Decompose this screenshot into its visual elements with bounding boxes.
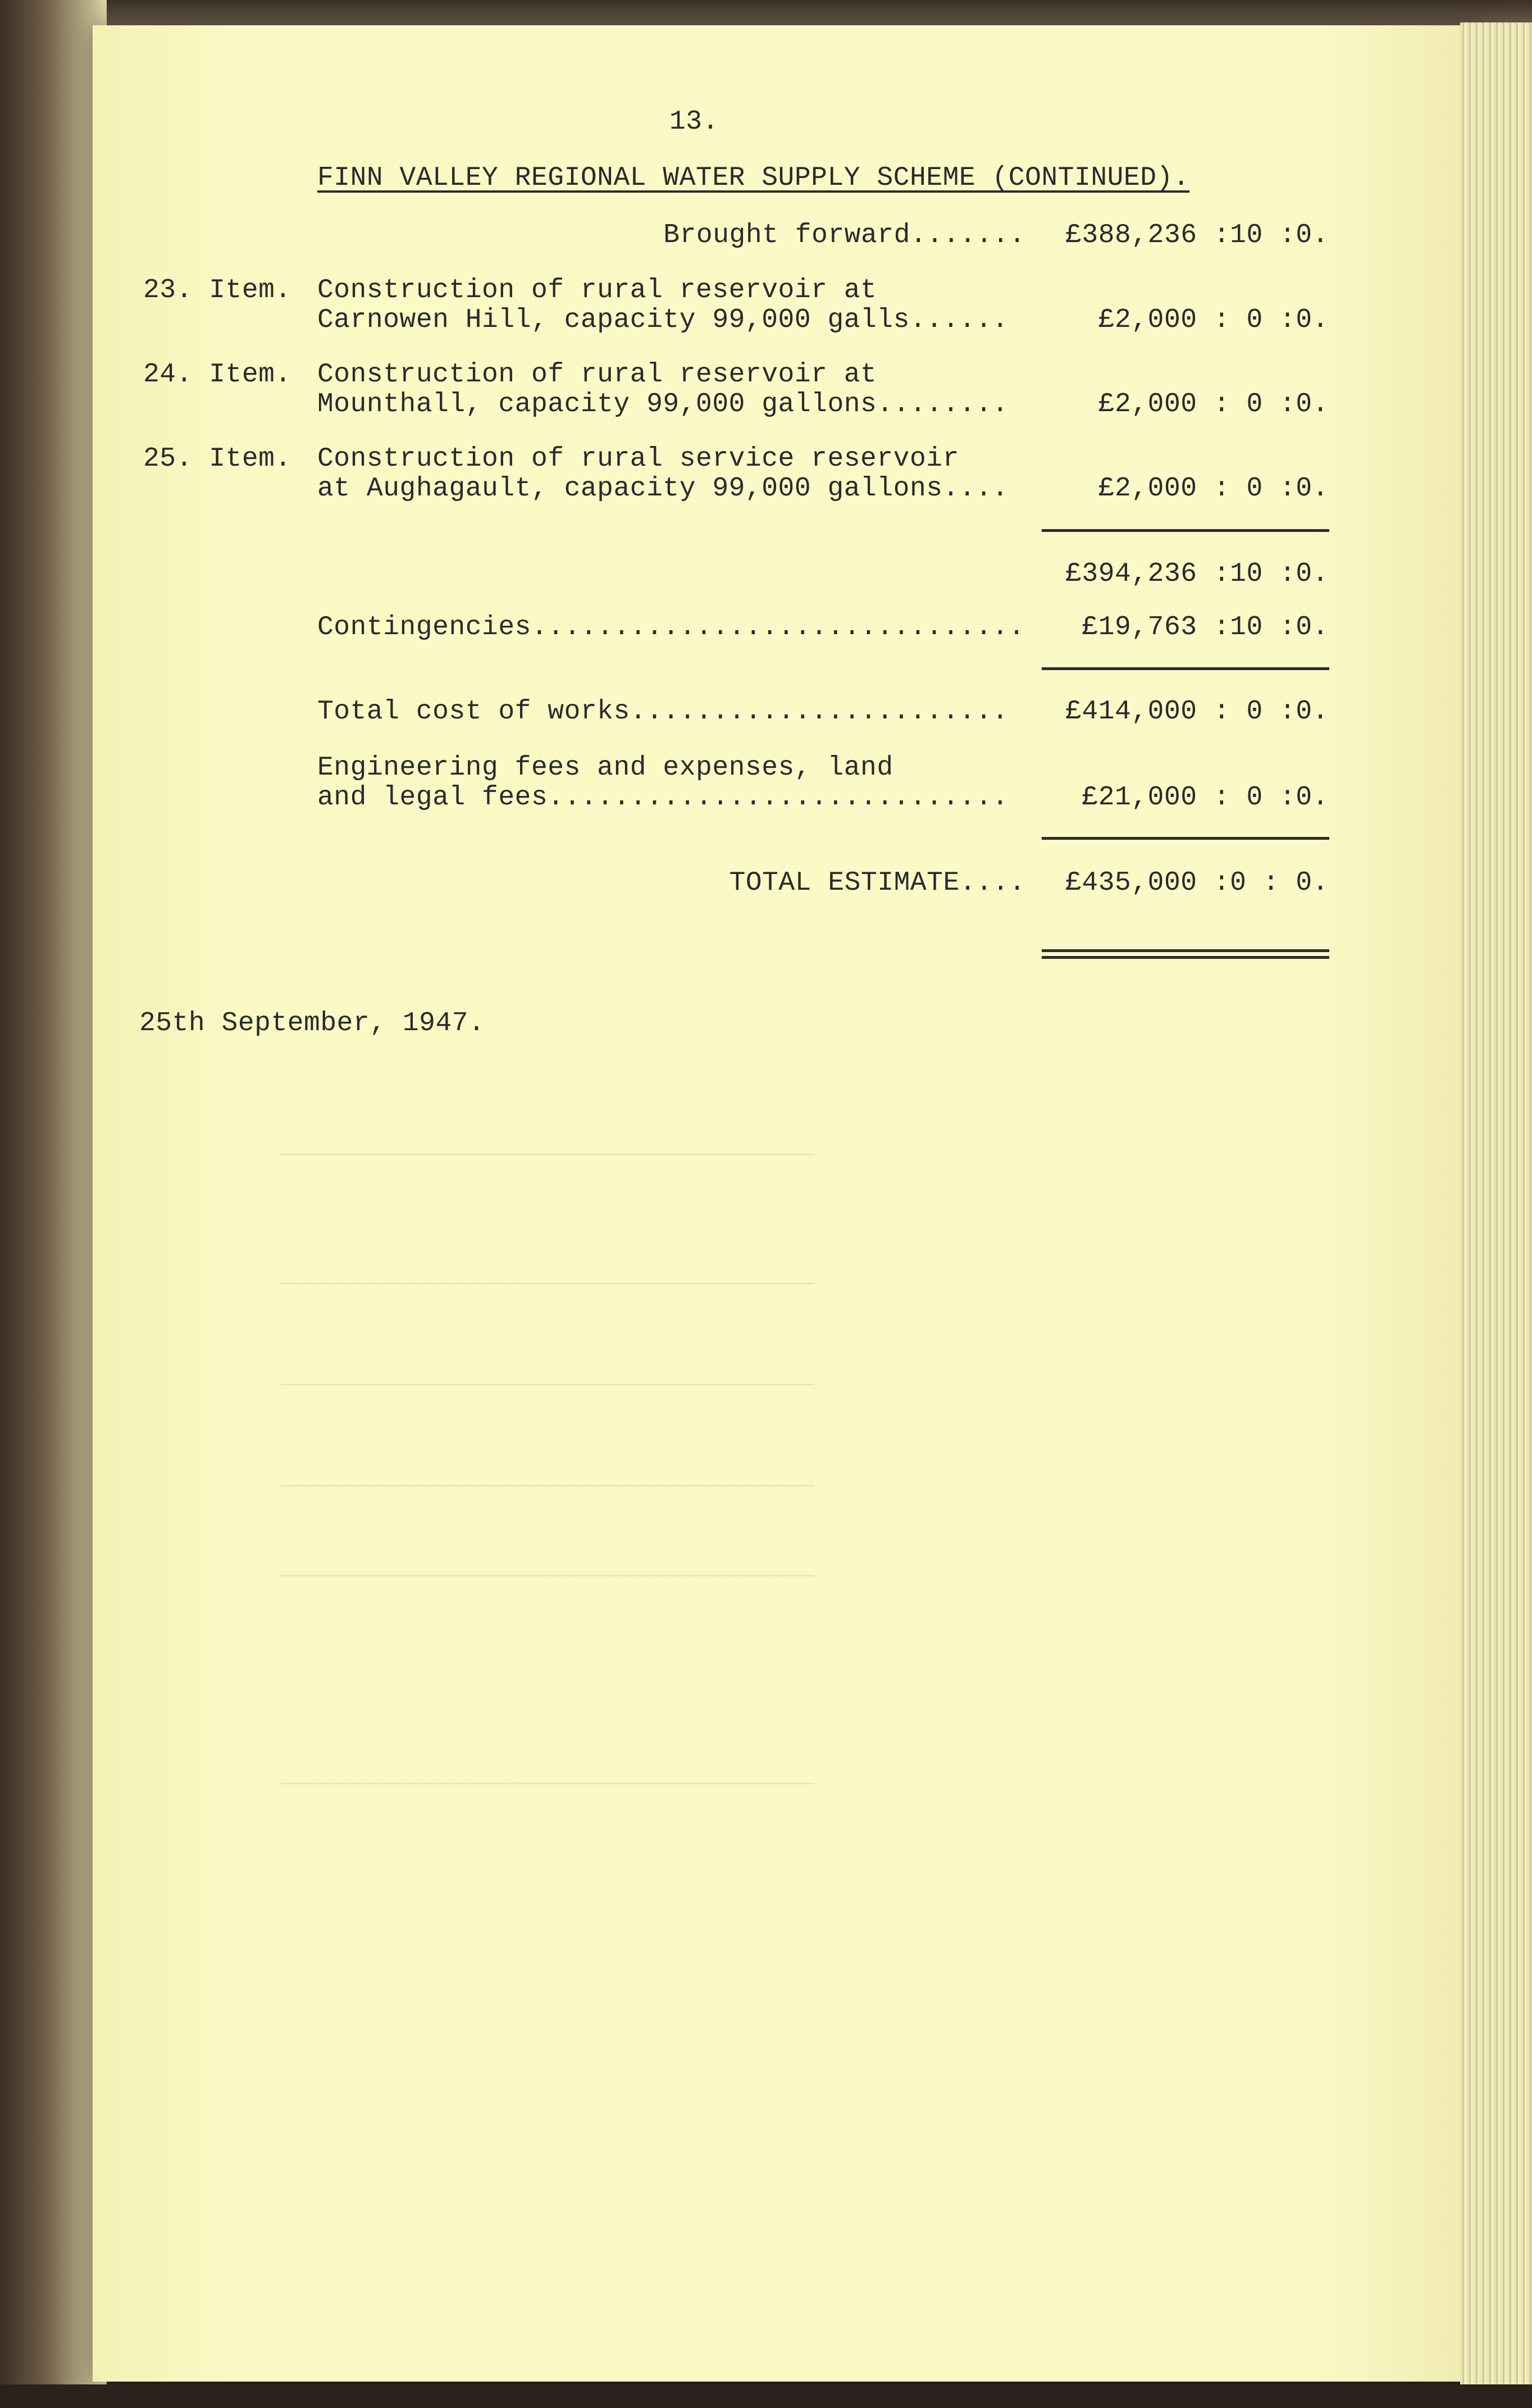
document-date: 25th September, 1947.	[139, 1008, 485, 1039]
item-description: Construction of rural reservoir at	[317, 275, 877, 306]
page-stack-edge	[1460, 22, 1532, 2390]
contingencies-label: Contingencies..............................	[317, 612, 1025, 643]
page-number: 13.	[669, 107, 719, 137]
scan-top-edge	[0, 0, 1532, 25]
show-through-text: ————————————————————————————————————	[281, 1140, 815, 1168]
item-description: Mounthall, capacity 99,000 gallons........	[317, 389, 1009, 420]
item-number: 24. Item.	[143, 359, 291, 390]
item-description: Construction of rural service reservoir	[317, 444, 959, 474]
subtotal-rule	[1042, 529, 1329, 532]
brought-forward-amount: £388,236 :10 :0.	[1065, 220, 1329, 251]
total-estimate-label: TOTAL ESTIMATE....	[729, 868, 1025, 898]
show-through-text: ————————————————————————————————————	[281, 1769, 815, 1797]
total-estimate-amount: £435,000 :0 : 0.	[1065, 868, 1329, 898]
show-through-text: ————————————————————————————————————	[281, 1562, 815, 1590]
item-amount: £2,000 : 0 :0.	[1098, 389, 1329, 420]
total-cost-rule	[1042, 667, 1329, 670]
total-cost-amount: £414,000 : 0 :0.	[1065, 697, 1329, 727]
double-rule-bottom	[1042, 956, 1329, 959]
show-through-text: ————————————————————————————————————	[281, 1269, 815, 1298]
item-amount: £2,000 : 0 :0.	[1098, 305, 1329, 335]
engineering-amount: £21,000 : 0 :0.	[1082, 782, 1329, 813]
page-heading: FINN VALLEY REGIONAL WATER SUPPLY SCHEME (CONTINUED).	[317, 163, 1190, 193]
book-spine-shadow	[0, 0, 107, 2408]
item-number: 23. Item.	[143, 275, 291, 306]
scan-bottom-edge	[0, 2384, 1532, 2408]
total-estimate-rule	[1042, 837, 1329, 840]
engineering-label: and legal fees............................	[317, 782, 1009, 813]
subtotal-amount: £394,236 :10 :0.	[1065, 559, 1329, 589]
item-amount: £2,000 : 0 :0.	[1098, 474, 1329, 504]
item-description: at Aughagault, capacity 99,000 gallons....	[317, 474, 1009, 504]
item-number: 25. Item.	[143, 444, 291, 474]
engineering-label: Engineering fees and expenses, land	[317, 753, 893, 783]
double-rule-top	[1042, 949, 1329, 952]
show-through-text: ————————————————————————————————————	[281, 1371, 815, 1399]
brought-forward-label: Brought forward.......	[663, 220, 1025, 251]
show-through-text: ————————————————————————————————————	[281, 1472, 815, 1500]
item-description: Construction of rural reservoir at	[317, 359, 877, 390]
total-cost-label: Total cost of works.......................	[317, 697, 1009, 727]
contingencies-amount: £19,763 :10 :0.	[1082, 612, 1329, 643]
item-description: Carnowen Hill, capacity 99,000 galls......	[317, 305, 1009, 335]
